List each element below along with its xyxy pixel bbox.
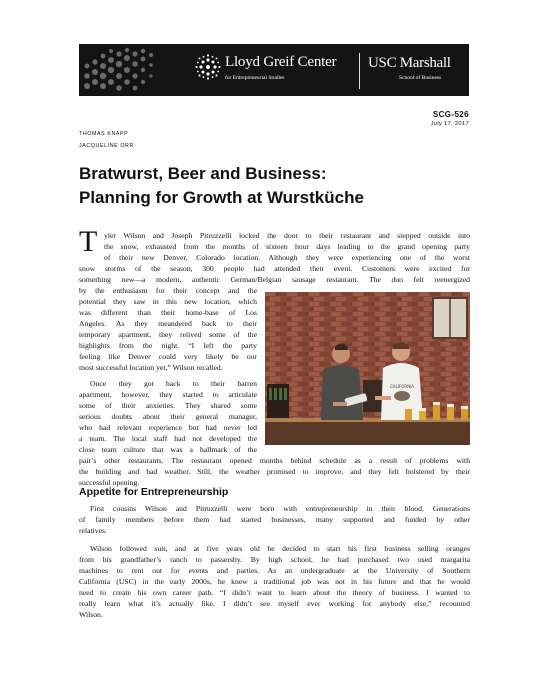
section-line: Wilson.	[79, 610, 103, 619]
intro-line: snow storms of the season, 300 people had attended their event. Customers were excited for	[79, 264, 470, 273]
intro-wrap-line: highlights from the night. “I left the party	[79, 341, 257, 350]
para2-wrap-line: serious doubts about their general manager,	[79, 412, 257, 421]
founders-photo	[265, 292, 470, 445]
greif-center-logo-icon	[195, 54, 221, 80]
title-line: Bratwurst, Beer and Business:	[79, 164, 327, 183]
intro-wrap-line: potential they saw in this new location, which	[79, 297, 257, 306]
section-line: machines to rent out for events and parties. As an undergraduate at the University of Southern	[79, 566, 470, 575]
intro-wrap-line: by the enthusiasm for their concept and the	[79, 286, 257, 295]
section-heading: Appetite for Entrepreneurship	[79, 486, 229, 498]
banner-divider	[359, 53, 360, 89]
para2-line: the building and bad weather. Still, the weather promised to improve, and they felt bolstered by their	[79, 467, 470, 476]
founders-photo-illustration	[265, 292, 470, 445]
section-line: California (USC) in the early 2000s, he knew a traditional job was not in his future and that he would	[79, 577, 470, 586]
intro-line: the snow, exhausted from the months of sixteen hour days leading to the grand opening party	[104, 242, 470, 251]
author-name: THOMAS KNAPP	[79, 131, 129, 137]
intro-line: of their new Denver, Colorado location. Although they were experiencing one of the worst	[104, 253, 470, 262]
para2-wrap-line: some of their anxieties. They shared some	[79, 401, 257, 410]
intro-line: yler Wilson and Joseph Pitruzzelli locked the door to their restaurant and stepped outside into	[104, 231, 470, 240]
dot-pattern-graphic	[81, 46, 161, 94]
school-subtitle: School of Business	[399, 75, 442, 81]
intro-wrap-line: most successful location yet,” Wilson recalled.	[79, 363, 223, 372]
school-name: USC Marshall	[368, 55, 451, 71]
author-name: JACQUELINE ORR	[79, 143, 134, 149]
para2-wrap-line: who had relevant experience but had never led	[79, 423, 257, 432]
tshirt-text: CALIFORNIA	[389, 384, 415, 389]
para2-wrap-line: a team. The local staff had not developed the	[79, 434, 257, 443]
section-line: relatives.	[79, 526, 107, 535]
section-line: really learn what it’s actually like. I didn’t see myself ever working for anybody else,” recounted	[79, 599, 470, 608]
intro-wrap-line: feeling like Denver could very likely be our	[79, 352, 257, 361]
section-line: need to create his own career path. “I didn’t want to learn about the theory of business. I wanted to	[79, 588, 470, 597]
center-subtitle: for Entrepreneurial Studies	[225, 75, 285, 81]
case-date: July 17, 2017	[430, 121, 469, 127]
section-line: Wilson followed suit, and at five years old he decided to start his first business selling oranges	[90, 544, 470, 553]
document-title	[79, 162, 479, 210]
section-line: of family members before them had started businesses, many supported and funded by other	[79, 515, 470, 524]
section-line: from his grandfather’s ranch to passersby. By high school, he had purchased two used margarita	[79, 555, 470, 564]
section-line: First cousins Wilson and Pitruzzelli were born with entrepreneurship in their blood. Generations	[90, 504, 470, 513]
para2-line: successful opening.	[79, 478, 140, 487]
para2-wrap-line: close team culture that was a hallmark of the	[79, 445, 257, 454]
para2-wrap-line: Once they got back to their barren	[90, 379, 257, 388]
para2-line: pair’s other restaurants. The restaurant opened months behind schedule as a result of problems with	[79, 456, 470, 465]
intro-wrap-line: was different than their home-base of Los	[79, 308, 257, 317]
intro-line: something new—a modern, authentic German/Belgian sausage restaurant. The duo felt reenergized	[79, 275, 470, 284]
para2-wrap-line: apartment, however, they started to articulate	[79, 390, 257, 399]
header-banner	[79, 44, 469, 96]
case-id: SCG-526	[432, 110, 469, 119]
drop-cap: T	[79, 225, 98, 258]
intro-wrap-line: Angeles. As they meandered back to their	[79, 319, 257, 328]
center-name: Lloyd Greif Center	[225, 54, 337, 70]
title-line: Planning for Growth at Wurstküche	[79, 188, 364, 207]
intro-wrap-line: temporary apartment, they relived some of the	[79, 330, 257, 339]
